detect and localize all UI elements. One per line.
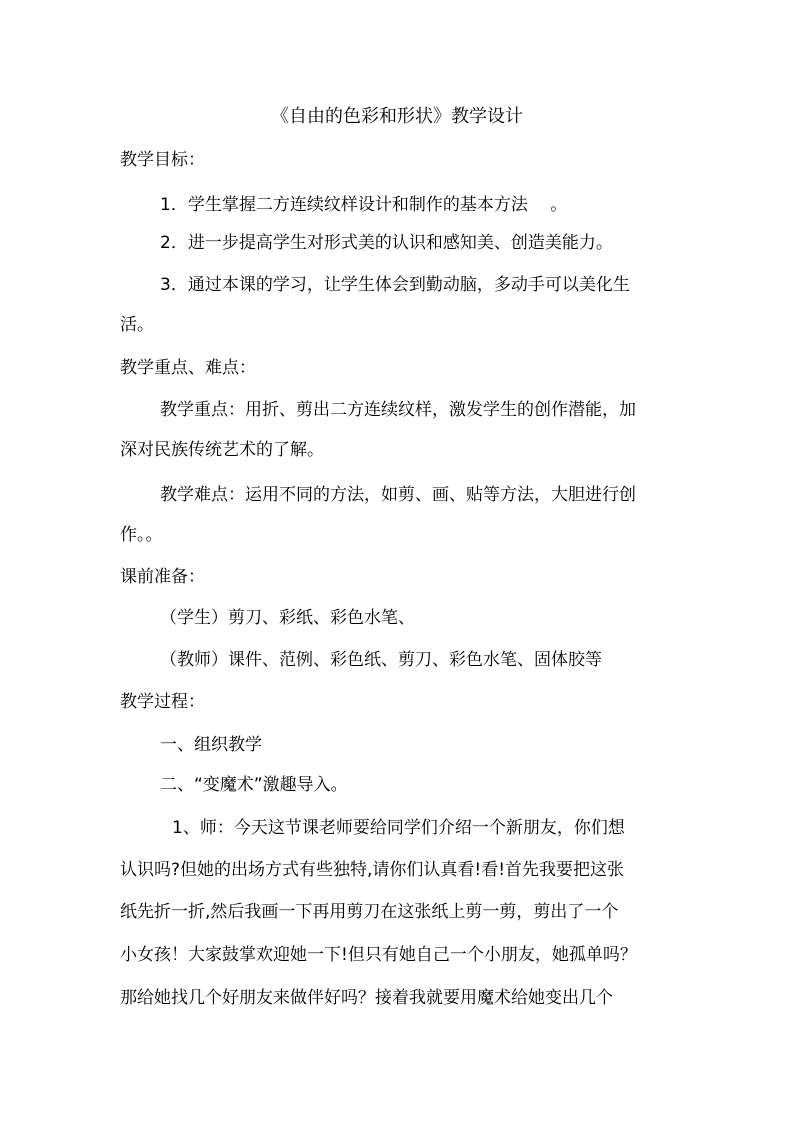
step-1: 一、组织教学 [160, 735, 262, 755]
objective-3-line2: 活。 [120, 315, 154, 335]
prep-teacher: （教师）课件、范例、彩色纸、剪刀、彩色水笔、固体胶等 [160, 650, 602, 670]
objective-1: 1．学生掌握二方连续纹样设计和制作的基本方法 。 [160, 195, 568, 215]
key-points-heading: 教学重点、难点： [120, 358, 256, 378]
paragraph-line3: 纸先折一折,然后我画一下再用剪刀在这张纸上剪一剪，剪出了一个 [120, 902, 619, 922]
objective-2: 2．进一步提高学生对形式美的认识和感知美、创造美能力。 [160, 233, 613, 253]
key-point-line1: 教学重点：用折、剪出二方连续纹样，激发学生的创作潜能，加 [160, 400, 636, 420]
difficulty-line1: 教学难点：运用不同的方法，如剪、画、贴等方法，大胆进行创 [160, 485, 636, 505]
paragraph-line2: 认识吗?但她的出场方式有些独特,请你们认真看!看!首先我要把这张 [120, 860, 625, 880]
preparation-heading: 课前准备： [120, 567, 205, 587]
paragraph-line5: 那给她找几个好朋友来做伴好吗？接着我就要用魔术给她变出几个 [120, 988, 613, 1008]
difficulty-line2: 作。。 [120, 525, 163, 545]
document-title: 《自由的色彩和形状》教学设计 [271, 106, 523, 127]
paragraph-line4: 小女孩！大家鼓掌欢迎她一下!但只有她自己一个小朋友，她孤单吗？ [120, 945, 637, 965]
paragraph-line1: 1、师：今天这节课老师要给同学们介绍一个新朋友，你们想 [172, 818, 625, 838]
objective-3-line1: 3．通过本课的学习，让学生体会到勤动脑，多动手可以美化生 [160, 275, 630, 295]
process-heading: 教学过程： [120, 692, 205, 712]
step-2: 二、“变魔术”激趣导入。 [160, 775, 348, 795]
prep-students: （学生）剪刀、彩纸、彩色水笔、 [160, 608, 415, 628]
objectives-heading: 教学目标： [120, 150, 205, 170]
key-point-line2: 深对民族传统艺术的了解。 [120, 440, 324, 460]
